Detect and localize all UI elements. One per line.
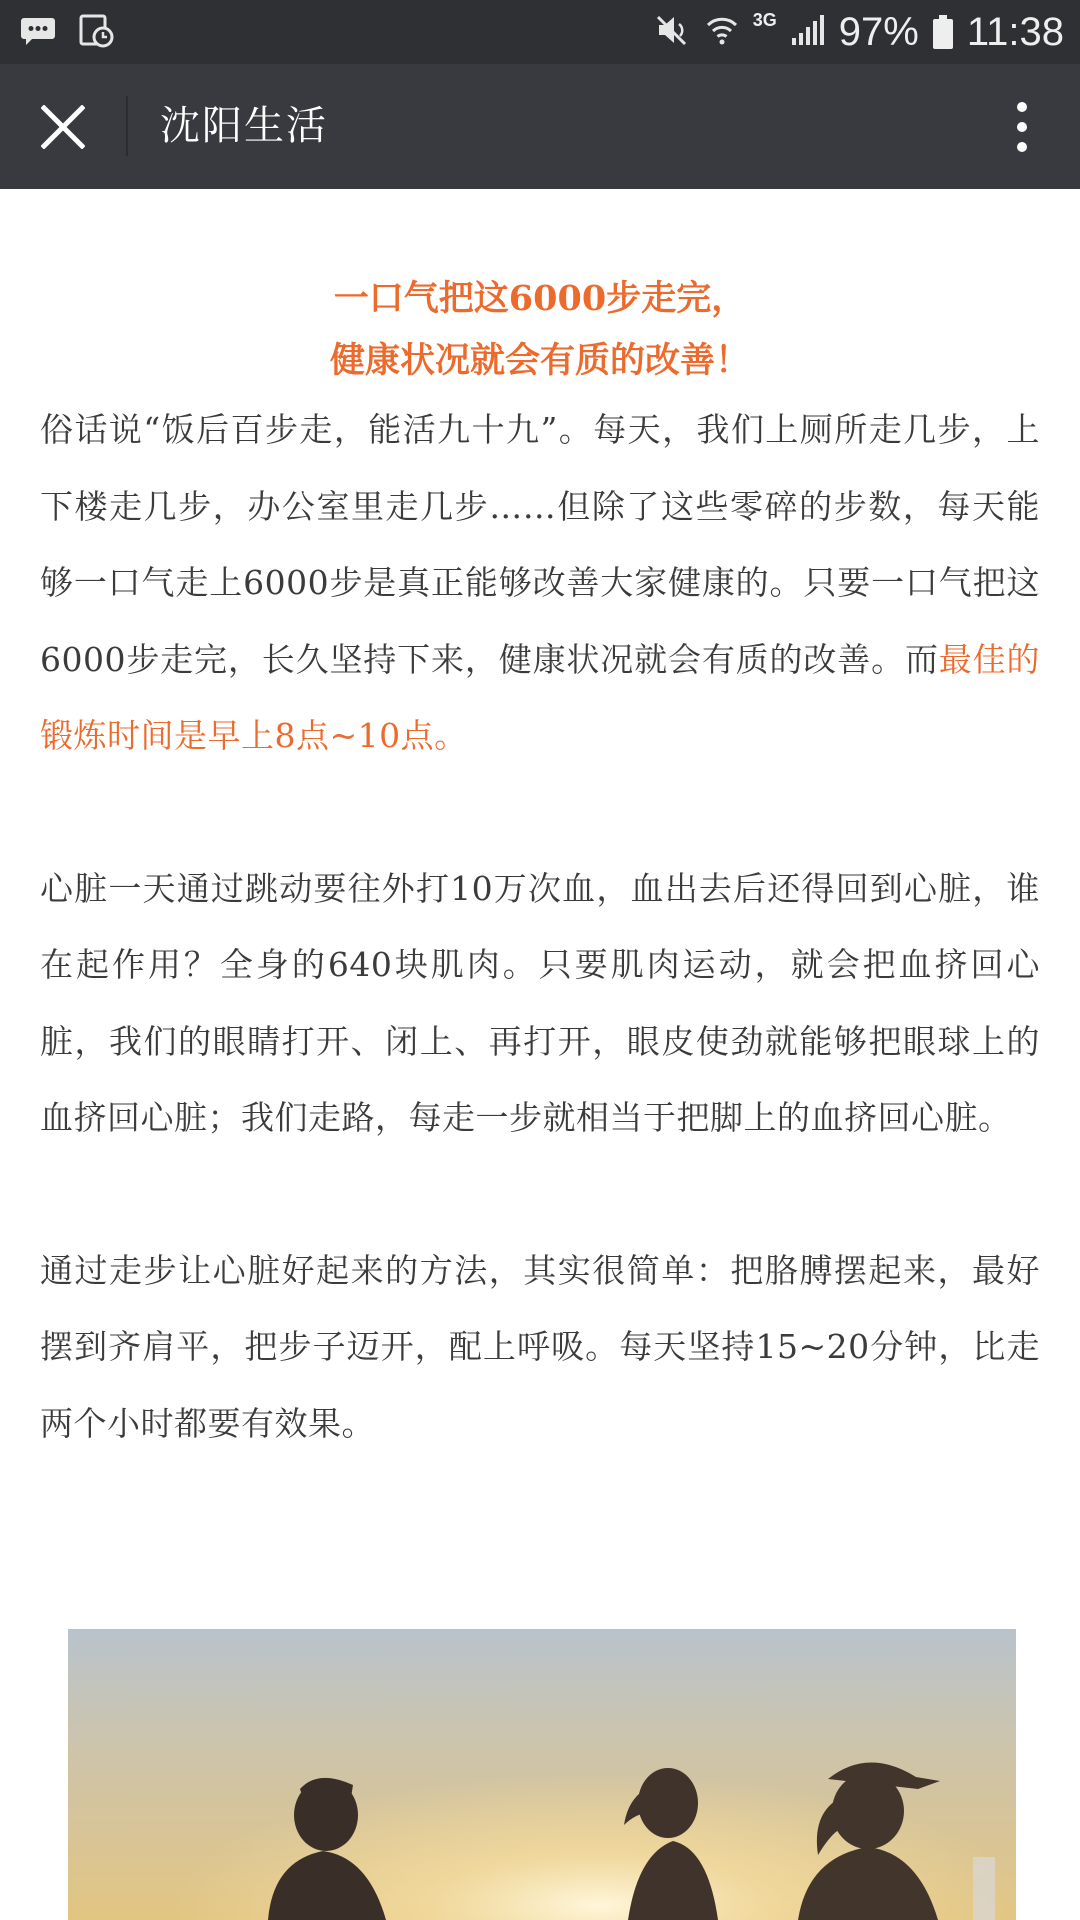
paragraph-1 [40, 392, 1040, 775]
paragraph-2: 心脏一天通过跳动要往外打10万次血，血出去后还得回到心脏，谁在起作用？全身的640块肌肉。只要肌肉运动，就会把血挤回心脏，我们的眼睛打开、闭上、再打开，眼皮使劲就能够把眼球上的血挤回心脏；我们走路，每走一步就相当于把脚上的血挤回心脏。 [40, 868, 1040, 1137]
network-type: 3G [752, 9, 777, 30]
screen-time-icon [78, 14, 114, 52]
paragraph-1-text: 俗话说“饭后百步走，能活九十九”。每天，我们上厕所走几步，上下楼走几步，办公室里走几步……但除了这些零碎的步数，每天能够一口气走上6000步是真正能够改善大家健康的。只要一口气把这6000步走完，长久坚持下来，健康状况就会有质的改善。而 [40, 410, 1040, 679]
close-icon [41, 105, 85, 149]
page-title: 沈阳生活 [160, 103, 328, 149]
battery-percent: 97% [838, 9, 919, 54]
title-bar [0, 64, 1080, 189]
headline-line-1: 一口气把这6000步走完， [333, 278, 747, 319]
close-button[interactable] [28, 94, 98, 160]
mute-icon [655, 13, 691, 51]
more-options-button[interactable] [992, 92, 1052, 162]
article-photo [68, 1629, 1016, 1920]
paragraph-1-highlight: 最佳的锻炼时间是早上8点~10点。 [40, 639, 1041, 755]
clock: 11:38 [966, 9, 1064, 54]
signal-icon [791, 14, 825, 50]
wifi-icon [705, 13, 739, 51]
battery-icon [933, 15, 953, 49]
article-content [40, 189, 1040, 1462]
more-vertical-icon [1016, 101, 1028, 153]
paragraph-3: 通过走步让心脏好起来的方法，其实很简单：把胳膊摆起来，最好摆到齐肩平，把步子迈开，配上呼吸。每天坚持15~20分钟，比走两个小时都要有效果。 [40, 1250, 1040, 1443]
article-headline [40, 268, 1040, 392]
status-bar [0, 0, 1080, 64]
headline-line-2: 健康状况就会有质的改善！ [329, 340, 750, 381]
title-divider [126, 96, 128, 156]
message-notification-icon [20, 16, 56, 50]
